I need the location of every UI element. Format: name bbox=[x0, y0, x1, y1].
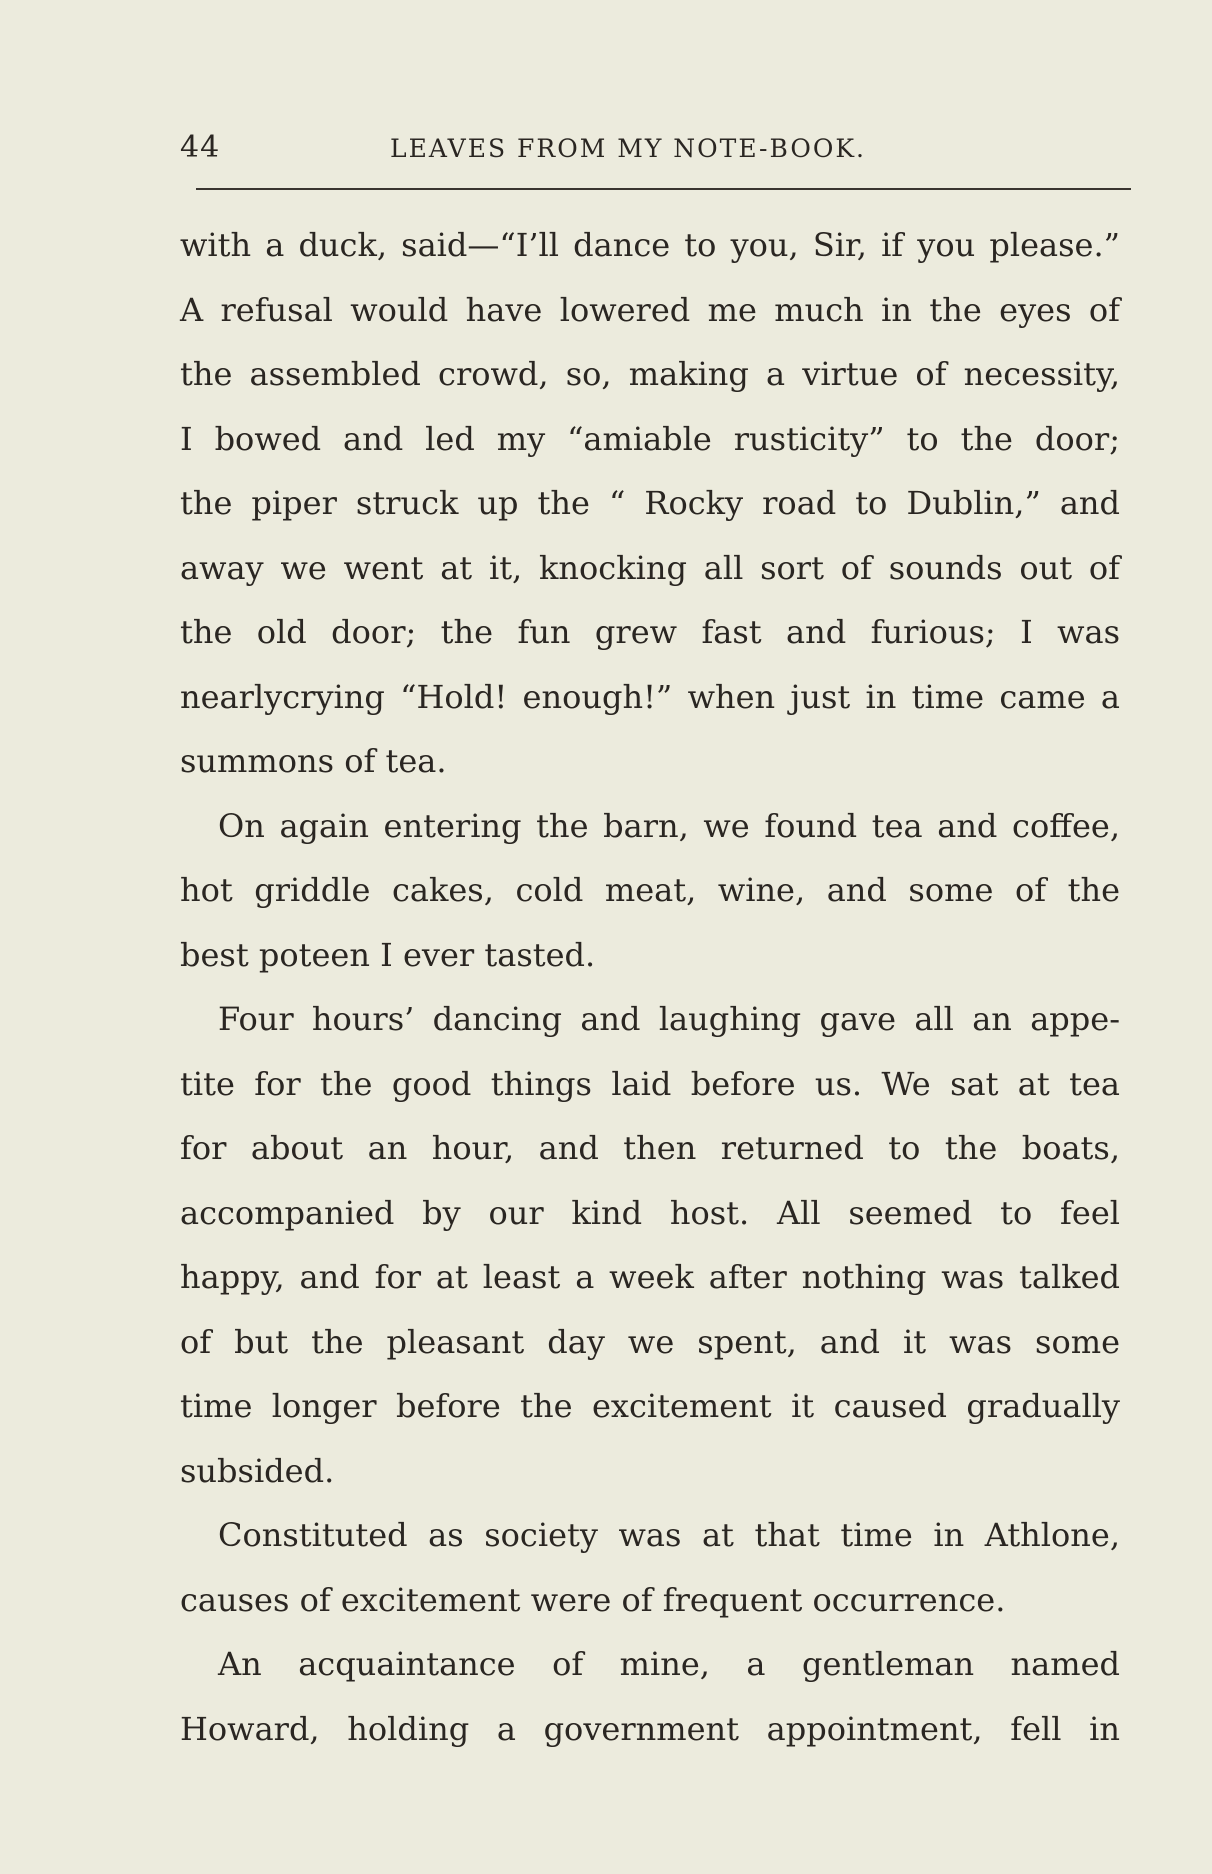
text-line: tite for the good things laid before us. We sat at tea bbox=[180, 1064, 1120, 1103]
text-line: Howard, holding a government appointment, fell in bbox=[180, 1709, 1120, 1748]
text-line: An acquaintance of mine, a gentleman named bbox=[218, 1645, 1120, 1683]
text-line: time longer before the excitement it caused gradually bbox=[180, 1387, 1120, 1425]
body-text bbox=[180, 213, 1120, 1761]
text-line: away we went at it, knocking all sort of sounds out of bbox=[180, 548, 1120, 587]
text-line: accompanied by our kind host. All seemed to feel bbox=[180, 1193, 1120, 1232]
text-line: subsided. bbox=[180, 1451, 335, 1490]
text-line: best poteen I ever tasted. bbox=[180, 935, 596, 974]
text-line: the piper struck up the “ Rocky road to Dublin,” and bbox=[180, 484, 1120, 522]
text-line: of but the pleasant day we spent, and it was some bbox=[180, 1322, 1120, 1361]
text-line: causes of excitement were of frequent occurrence. bbox=[180, 1580, 1006, 1619]
header-rule bbox=[196, 188, 1131, 190]
text-line: summons of tea. bbox=[180, 742, 447, 780]
text-line: Four hours’ dancing and laughing gave all an appe- bbox=[218, 1000, 1120, 1038]
text-line: On again entering the barn, we found tea and coffee, bbox=[218, 806, 1120, 845]
text-line: with a duck, said—“I’ll dance to you, Sir, if you please.” bbox=[180, 226, 1120, 264]
text-line: I bowed and led my “amiable rusticity” to the door; bbox=[180, 419, 1120, 458]
running-head: LEAVES FROM MY NOTE-BOOK. bbox=[390, 134, 866, 163]
text-line: A refusal would have lowered me much in the eyes of bbox=[180, 290, 1120, 329]
page-header bbox=[180, 130, 1130, 170]
page-number: 44 bbox=[180, 130, 221, 165]
text-line: hot griddle cakes, cold meat, wine, and some of the bbox=[180, 871, 1120, 909]
text-line: happy, and for at least a week after nothing was talked bbox=[180, 1258, 1120, 1296]
text-line: nearlycrying “Hold! enough!” when just in time came a bbox=[180, 677, 1120, 716]
text-line: for about an hour, and then returned to the boats, bbox=[180, 1129, 1120, 1167]
text-line: Constituted as society was at that time in Athlone, bbox=[218, 1516, 1120, 1554]
text-line: the old door; the fun grew fast and furious; I was bbox=[180, 613, 1120, 651]
text-line: the assembled crowd, so, making a virtue of necessity, bbox=[180, 355, 1120, 393]
